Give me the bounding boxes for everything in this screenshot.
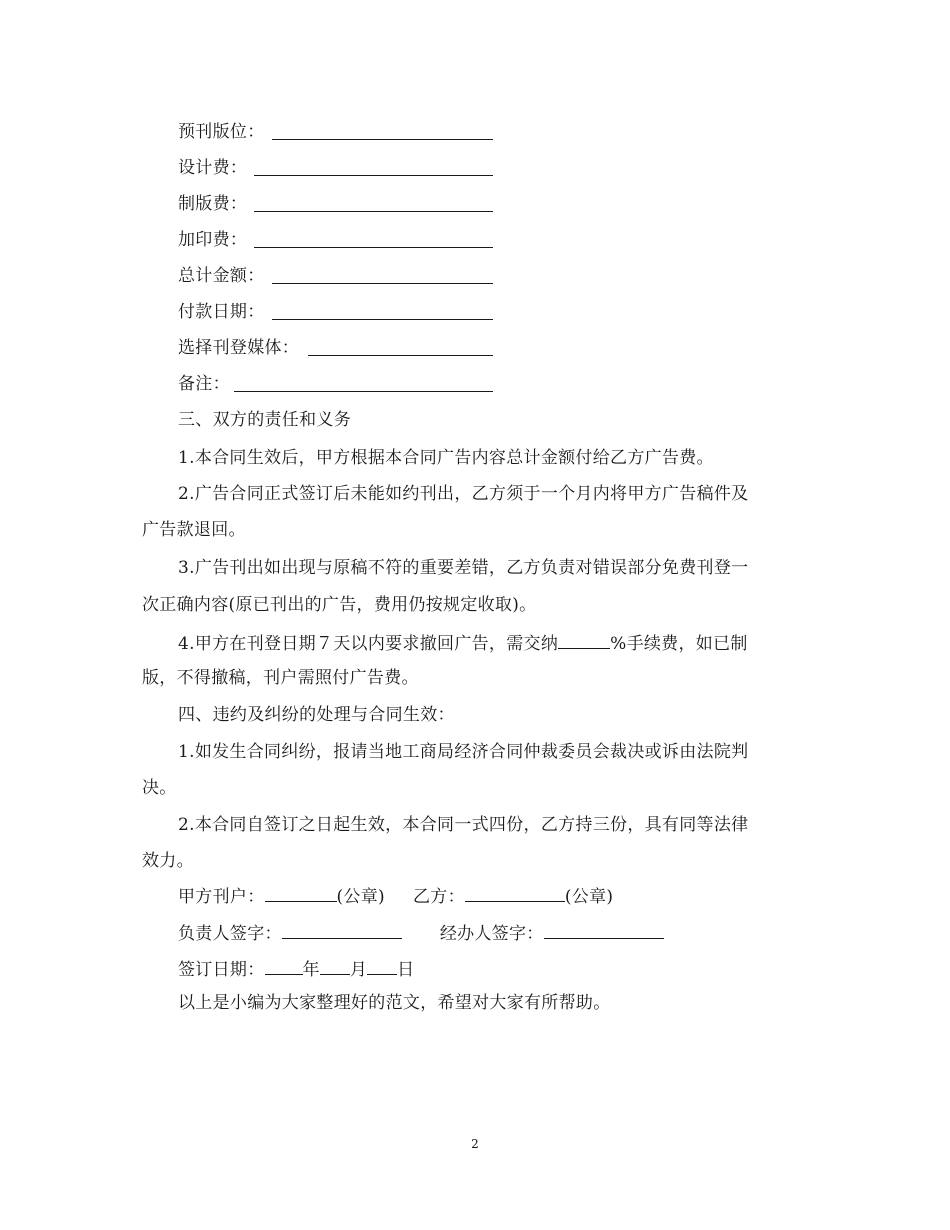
month-label: 月: [349, 960, 368, 980]
responsible-sign-blank: [282, 920, 402, 939]
field-media-choice: [178, 336, 838, 360]
page-number: 2: [471, 1137, 479, 1151]
paragraph-line: 版，不得撤稿，刊户需照付广告费。: [142, 668, 419, 688]
party-a-seal: (公章): [336, 887, 385, 907]
signature-date: [178, 956, 838, 982]
year-label: 年: [302, 960, 320, 980]
party-a-blank: [265, 883, 337, 902]
day-blank: [367, 956, 397, 975]
field-label: 设计费：: [178, 158, 248, 178]
field-design-fee: [178, 156, 838, 180]
paragraph-line: 广告款退回。: [142, 520, 246, 540]
day-label: 日: [397, 960, 415, 980]
field-label: 总计金额：: [178, 266, 265, 286]
field-blank-line: [272, 319, 493, 320]
field-ad-position: [178, 120, 838, 144]
field-blank-line: [272, 283, 493, 284]
field-blank-line: [308, 355, 493, 356]
field-label: 付款日期：: [178, 302, 265, 322]
paragraph-line: 次正确内容(原已刊出的广告，费用仍按规定收取)。: [142, 595, 537, 615]
field-label: 制版费：: [178, 194, 248, 214]
closing-text: 以上是小编为大家整理好的范文，希望对大家有所帮助。: [178, 993, 611, 1013]
paragraph-line: 3.广告刊出如出现与原稿不符的重要差错，乙方负责对错误部分免费刊登一: [178, 558, 749, 578]
paragraph-line: [178, 630, 838, 656]
agent-sign-label: 经办人签字：: [439, 924, 544, 944]
signature-parties: [178, 883, 838, 909]
field-label: 备注：: [178, 374, 230, 394]
paragraph-line: 效力。: [142, 851, 194, 871]
party-b-seal: (公章): [564, 887, 614, 907]
field-label: 加印费：: [178, 230, 248, 250]
field-label: 预刊版位：: [178, 122, 265, 142]
field-blank-line: [254, 175, 493, 176]
field-blank-line: [254, 247, 493, 248]
paragraph-text: 4.甲方在刊登日期７天以内要求撤回广告，需交纳: [178, 634, 559, 654]
signature-signers: [178, 920, 838, 946]
field-blank-line: [234, 391, 493, 392]
field-extra-print-fee: [178, 228, 838, 252]
field-payment-date: [178, 300, 838, 324]
section-heading: 三、双方的责任和义务: [178, 410, 351, 430]
field-plate-fee: [178, 192, 838, 216]
agent-sign-blank: [544, 920, 664, 939]
responsible-sign-label: 负责人签字：: [178, 924, 282, 944]
party-b-blank: [465, 883, 565, 902]
paragraph-text: %手续费，如已制: [610, 634, 748, 654]
field-label: 选择刊登媒体：: [178, 338, 300, 358]
field-remarks: [178, 372, 838, 396]
section-heading: 四、违约及纠纷的处理与合同生效：: [178, 705, 455, 725]
party-a-label: 甲方刊户：: [178, 887, 265, 907]
party-b-label: 乙方：: [412, 887, 465, 907]
field-blank-line: [272, 139, 493, 140]
paragraph-line: 1.如发生合同纠纷，报请当地工商局经济合同仲裁委员会裁决或诉由法院判: [178, 742, 749, 762]
paragraph-line: 决。: [142, 778, 177, 798]
paragraph-line: 1.本合同生效后，甲方根据本合同广告内容总计金额付给乙方广告费。: [178, 448, 714, 468]
paragraph-line: 2.广告合同正式签订后未能如约刊出，乙方须于一个月内将甲方广告稿件及: [178, 484, 749, 504]
year-blank: [265, 956, 303, 975]
paragraph-line: 2.本合同自签订之日起生效，本合同一式四份，乙方持三份，具有同等法律: [178, 815, 749, 835]
fee-percent-blank: [558, 630, 610, 649]
date-label: 签订日期：: [178, 960, 265, 980]
field-blank-line: [254, 211, 493, 212]
month-blank: [320, 956, 350, 975]
field-total-amount: [178, 264, 838, 288]
